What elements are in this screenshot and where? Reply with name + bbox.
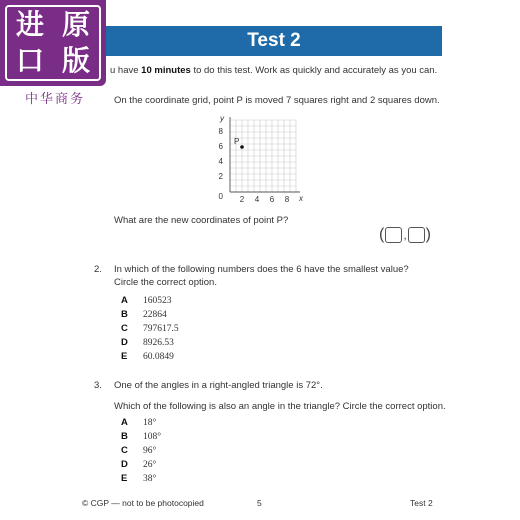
x-tick-label: 8 (284, 195, 290, 204)
badge-char: 进 (15, 8, 44, 41)
question-1-prompt: What are the new coordinates of point P? (114, 215, 289, 226)
option-letter: B (121, 431, 128, 442)
question-3-instruction: Which of the following is also an angle in the triangle? Circle the correct option. (114, 401, 446, 412)
y-tick-label: 6 (218, 142, 223, 151)
option-value: 26° (143, 460, 157, 470)
badge-frame (5, 5, 101, 81)
option-value: 38° (143, 474, 157, 484)
answer-coordinates (379, 226, 431, 244)
x-tick-label: 2 (239, 195, 245, 204)
option-letter: B (121, 309, 128, 320)
footer-test-name: Test 2 (410, 498, 433, 508)
option-value: 108° (143, 432, 162, 442)
option-value: 96° (143, 446, 157, 456)
option-b[interactable] (121, 428, 161, 442)
answer-box-y[interactable] (408, 227, 425, 243)
point-label: P (234, 137, 240, 146)
badge-char: 口 (15, 44, 44, 77)
question-2-instruction: Circle the correct option. (114, 277, 217, 288)
option-value: 8926.53 (143, 338, 174, 348)
coordinate-grid (212, 112, 312, 208)
intro-text (110, 65, 437, 76)
option-value: 160523 (143, 296, 172, 306)
point-p (240, 145, 244, 149)
option-value: 18° (143, 418, 157, 428)
publisher-badge (0, 0, 106, 86)
badge-char: 版 (61, 44, 90, 77)
option-value: 797617.5 (143, 324, 179, 334)
option-letter: C (121, 323, 128, 334)
question-2-number: 2. (94, 264, 102, 275)
option-e[interactable] (121, 470, 156, 484)
option-c[interactable] (121, 320, 179, 334)
test-header-banner (106, 26, 442, 56)
question-1-text: On the coordinate grid, point P is moved 7 squares right and 2 squares down. (114, 95, 440, 106)
y-tick-label: 8 (218, 127, 223, 136)
option-e[interactable] (121, 348, 174, 362)
x-tick-label: 4 (254, 195, 260, 204)
question-3-number: 3. (94, 380, 102, 391)
question-3-text: One of the angles in a right-angled triangle is 72°. (114, 380, 323, 391)
page-title: Test 2 (247, 30, 301, 51)
question-2-text: In which of the following numbers does the 6 have the smallest value? (114, 264, 409, 275)
intro-prefix: u have (110, 65, 142, 76)
answer-open-bracket: ( (379, 226, 385, 243)
option-b[interactable] (121, 306, 167, 320)
option-a[interactable] (121, 292, 172, 306)
x-axis-label: x (299, 194, 303, 203)
option-d[interactable] (121, 456, 156, 470)
option-letter: C (121, 445, 128, 456)
option-letter: D (121, 459, 128, 470)
intro-time: 10 minutes (141, 65, 191, 76)
answer-separator: , (403, 228, 407, 242)
option-value: 60.0849 (143, 352, 174, 362)
option-value: 22864 (143, 310, 167, 320)
option-letter: D (121, 337, 128, 348)
grid-lines (230, 120, 296, 192)
option-letter: E (121, 351, 128, 362)
option-letter: A (121, 295, 128, 306)
option-a[interactable] (121, 414, 156, 428)
x-tick-label: 6 (269, 195, 275, 204)
y-tick-label: 2 (218, 172, 223, 181)
option-letter: E (121, 473, 128, 484)
footer-copyright: © CGP — not to be photocopied (82, 498, 204, 508)
answer-box-x[interactable] (385, 227, 402, 243)
origin-label: 0 (218, 192, 223, 201)
option-letter: A (121, 417, 128, 428)
intro-suffix: to do this test. Work as quickly and accurately as you can. (190, 65, 438, 76)
y-axis-label: y (220, 114, 224, 123)
y-tick-label: 4 (218, 157, 223, 166)
option-c[interactable] (121, 442, 156, 456)
publisher-subtitle: 中华商务 (24, 92, 85, 107)
badge-char: 原 (61, 8, 90, 41)
answer-close-bracket: ) (425, 226, 431, 243)
option-d[interactable] (121, 334, 174, 348)
page-number: 5 (257, 498, 262, 508)
